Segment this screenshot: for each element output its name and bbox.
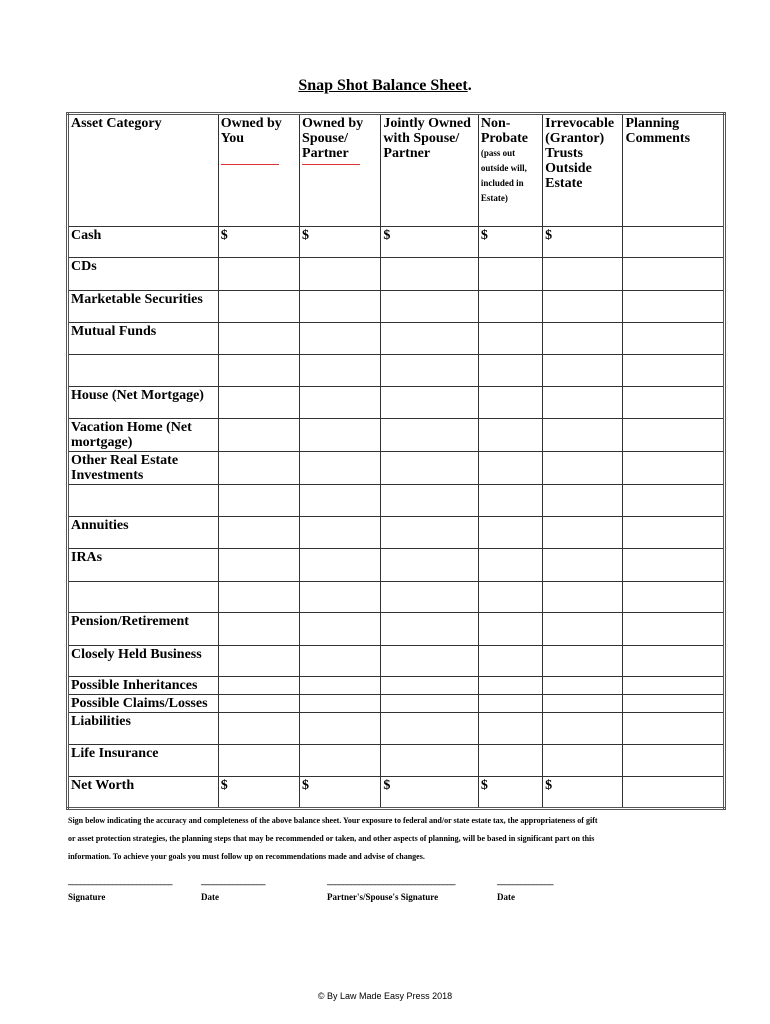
value-cell[interactable]: $ xyxy=(478,777,542,809)
value-cell[interactable] xyxy=(218,485,299,517)
red-underline xyxy=(302,164,360,165)
value-cell[interactable] xyxy=(543,677,623,695)
value-cell[interactable] xyxy=(381,613,478,646)
asset-category-cell: Annuities xyxy=(68,517,219,549)
table-row xyxy=(68,695,725,713)
date2-block[interactable]: ______________ Date xyxy=(497,876,553,902)
value-cell[interactable] xyxy=(218,582,299,613)
table-row xyxy=(68,419,725,452)
table-row xyxy=(68,713,725,745)
asset-category-cell: CDs xyxy=(68,258,219,291)
value-cell[interactable] xyxy=(381,677,478,695)
asset-category-cell: Possible Inheritances xyxy=(68,677,219,695)
value-cell[interactable] xyxy=(543,355,623,387)
table-row xyxy=(68,291,725,323)
balance-sheet-table xyxy=(66,112,726,810)
value-cell[interactable] xyxy=(218,452,299,485)
value-cell[interactable] xyxy=(300,419,381,452)
value-cell[interactable] xyxy=(543,613,623,646)
value-cell[interactable] xyxy=(478,419,542,452)
sign-instructions: Sign below indicating the accuracy and completeness of the above balance sheet. Your exposure to federal and/or state estate tax, the appropriateness of gift or asset protection strategies, the planning steps that may be recommended or taken, and other aspects of planning, will be based in significant part on this information. To achieve your goals you must follow up on recommendations made and advise of changes. xyxy=(68,816,598,861)
value-cell[interactable] xyxy=(381,745,478,777)
value-cell[interactable] xyxy=(623,745,725,777)
table-row xyxy=(68,582,725,613)
value-cell[interactable] xyxy=(218,677,299,695)
value-cell[interactable]: $ xyxy=(478,227,542,258)
value-cell[interactable] xyxy=(478,713,542,745)
value-cell[interactable] xyxy=(478,695,542,713)
header-planning-comments: Planning Comments xyxy=(623,114,725,227)
value-cell[interactable] xyxy=(543,549,623,582)
value-cell[interactable] xyxy=(543,646,623,677)
value-cell[interactable] xyxy=(381,452,478,485)
value-cell[interactable] xyxy=(623,517,725,549)
asset-category-cell: Life Insurance xyxy=(68,745,219,777)
table-row xyxy=(68,613,725,646)
value-cell[interactable] xyxy=(478,549,542,582)
value-cell[interactable] xyxy=(300,745,381,777)
table-row xyxy=(68,227,725,258)
value-cell[interactable] xyxy=(381,549,478,582)
header-non-probate: Non- Probate (pass out outside will, included in Estate) xyxy=(478,114,542,227)
value-cell[interactable] xyxy=(623,452,725,485)
asset-category-cell xyxy=(68,485,219,517)
value-cell[interactable] xyxy=(381,713,478,745)
value-cell[interactable] xyxy=(623,387,725,419)
value-cell[interactable]: $ xyxy=(381,777,478,809)
value-cell[interactable] xyxy=(623,291,725,323)
value-cell[interactable] xyxy=(543,582,623,613)
asset-category-cell: Liabilities xyxy=(68,713,219,745)
value-cell[interactable] xyxy=(543,695,623,713)
value-cell[interactable] xyxy=(478,485,542,517)
header-asset-category: Asset Category xyxy=(68,114,219,227)
asset-category-cell: Closely Held Business xyxy=(68,646,219,677)
value-cell[interactable] xyxy=(478,355,542,387)
value-cell[interactable] xyxy=(543,713,623,745)
value-cell[interactable] xyxy=(381,387,478,419)
value-cell[interactable] xyxy=(300,646,381,677)
value-cell[interactable] xyxy=(478,387,542,419)
table-row xyxy=(68,452,725,485)
value-cell[interactable] xyxy=(218,291,299,323)
table-row xyxy=(68,517,725,549)
value-cell[interactable] xyxy=(381,291,478,323)
asset-category-cell xyxy=(68,582,219,613)
value-cell[interactable] xyxy=(300,677,381,695)
value-cell[interactable] xyxy=(300,549,381,582)
value-cell[interactable] xyxy=(300,613,381,646)
value-cell[interactable] xyxy=(623,777,725,809)
asset-category-cell xyxy=(68,355,219,387)
table-row xyxy=(68,485,725,517)
value-cell[interactable]: $ xyxy=(300,777,381,809)
value-cell[interactable] xyxy=(478,291,542,323)
value-cell[interactable] xyxy=(623,323,725,355)
value-cell[interactable] xyxy=(300,258,381,291)
asset-category-cell: Possible Claims/Losses xyxy=(68,695,219,713)
value-cell[interactable] xyxy=(381,517,478,549)
value-cell[interactable] xyxy=(543,323,623,355)
value-cell[interactable] xyxy=(478,452,542,485)
asset-category-cell: Other Real Estate Investments xyxy=(68,452,219,485)
value-cell[interactable] xyxy=(543,258,623,291)
value-cell[interactable] xyxy=(623,485,725,517)
value-cell[interactable]: $ xyxy=(543,777,623,809)
value-cell[interactable] xyxy=(218,323,299,355)
value-cell[interactable] xyxy=(543,387,623,419)
value-cell[interactable] xyxy=(300,452,381,485)
value-cell[interactable] xyxy=(478,613,542,646)
table-row xyxy=(68,549,725,582)
value-cell[interactable]: $ xyxy=(218,227,299,258)
value-cell[interactable] xyxy=(478,258,542,291)
value-cell[interactable] xyxy=(623,549,725,582)
value-cell[interactable] xyxy=(300,582,381,613)
value-cell[interactable] xyxy=(381,323,478,355)
value-cell[interactable] xyxy=(381,355,478,387)
value-cell[interactable] xyxy=(300,695,381,713)
value-cell[interactable] xyxy=(218,695,299,713)
value-cell[interactable] xyxy=(478,745,542,777)
value-cell[interactable] xyxy=(218,613,299,646)
value-cell[interactable] xyxy=(218,646,299,677)
value-cell[interactable] xyxy=(218,713,299,745)
asset-category-cell: Cash xyxy=(68,227,219,258)
date-block[interactable]: ________________ Date xyxy=(201,876,265,902)
value-cell[interactable] xyxy=(381,695,478,713)
value-cell[interactable] xyxy=(623,258,725,291)
value-cell[interactable] xyxy=(300,387,381,419)
header-irrevocable-trusts: Irrevocable (Grantor) Trusts Outside Estate xyxy=(543,114,623,227)
value-cell[interactable] xyxy=(543,419,623,452)
value-cell[interactable] xyxy=(300,517,381,549)
value-cell[interactable] xyxy=(300,323,381,355)
asset-category-cell: Marketable Securities xyxy=(68,291,219,323)
value-cell[interactable] xyxy=(218,419,299,452)
value-cell[interactable]: $ xyxy=(543,227,623,258)
signature-block[interactable]: __________________________ Signature xyxy=(68,876,172,902)
table-row xyxy=(68,646,725,677)
footer-copyright: © By Law Made Easy Press 2018 xyxy=(317,991,453,1001)
value-cell[interactable] xyxy=(218,355,299,387)
partner-signature-block[interactable]: ________________________________ Partner's/Spouse's Signature xyxy=(327,876,455,902)
value-cell[interactable] xyxy=(300,713,381,745)
page-title: Snap Shot Balance Sheet. xyxy=(298,77,472,94)
value-cell[interactable]: $ xyxy=(218,777,299,809)
value-cell[interactable] xyxy=(543,485,623,517)
header-owned-by-you: Owned by You xyxy=(218,114,299,227)
table-row xyxy=(68,777,725,809)
value-cell[interactable] xyxy=(381,646,478,677)
value-cell[interactable] xyxy=(381,582,478,613)
value-cell[interactable] xyxy=(623,227,725,258)
table-row xyxy=(68,355,725,387)
value-cell[interactable] xyxy=(623,582,725,613)
value-cell[interactable] xyxy=(623,355,725,387)
asset-category-cell: Vacation Home (Net mortgage) xyxy=(68,419,219,452)
value-cell[interactable]: $ xyxy=(300,227,381,258)
value-cell[interactable] xyxy=(478,677,542,695)
value-cell[interactable] xyxy=(623,646,725,677)
value-cell[interactable] xyxy=(300,291,381,323)
value-cell[interactable] xyxy=(381,485,478,517)
asset-category-cell: Pension/Retirement xyxy=(68,613,219,646)
value-cell[interactable] xyxy=(623,613,725,646)
value-cell[interactable] xyxy=(478,323,542,355)
value-cell[interactable] xyxy=(623,677,725,695)
value-cell[interactable] xyxy=(218,387,299,419)
value-cell[interactable] xyxy=(381,419,478,452)
table-row xyxy=(68,258,725,291)
value-cell[interactable] xyxy=(300,485,381,517)
table-row xyxy=(68,677,725,695)
value-cell[interactable] xyxy=(478,582,542,613)
table-row xyxy=(68,323,725,355)
value-cell[interactable] xyxy=(218,549,299,582)
value-cell[interactable] xyxy=(478,646,542,677)
value-cell[interactable] xyxy=(300,355,381,387)
table-row xyxy=(68,745,725,777)
header-owned-by-spouse: Owned by Spouse/ Partner xyxy=(300,114,381,227)
value-cell[interactable] xyxy=(543,745,623,777)
value-cell[interactable] xyxy=(623,713,725,745)
value-cell[interactable] xyxy=(623,419,725,452)
red-underline xyxy=(221,164,279,165)
asset-category-cell: Net Worth xyxy=(68,777,219,809)
value-cell[interactable] xyxy=(478,517,542,549)
value-cell[interactable]: $ xyxy=(381,227,478,258)
header-jointly-owned: Jointly Owned with Spouse/ Partner xyxy=(381,114,478,227)
asset-category-cell: House (Net Mortgage) xyxy=(68,387,219,419)
value-cell[interactable] xyxy=(218,517,299,549)
value-cell[interactable] xyxy=(381,258,478,291)
value-cell[interactable] xyxy=(218,258,299,291)
value-cell[interactable] xyxy=(623,695,725,713)
header-row xyxy=(68,114,725,227)
asset-category-cell: IRAs xyxy=(68,549,219,582)
value-cell[interactable] xyxy=(543,291,623,323)
value-cell[interactable] xyxy=(218,745,299,777)
table-row xyxy=(68,387,725,419)
value-cell[interactable] xyxy=(543,517,623,549)
asset-category-cell: Mutual Funds xyxy=(68,323,219,355)
value-cell[interactable] xyxy=(543,452,623,485)
